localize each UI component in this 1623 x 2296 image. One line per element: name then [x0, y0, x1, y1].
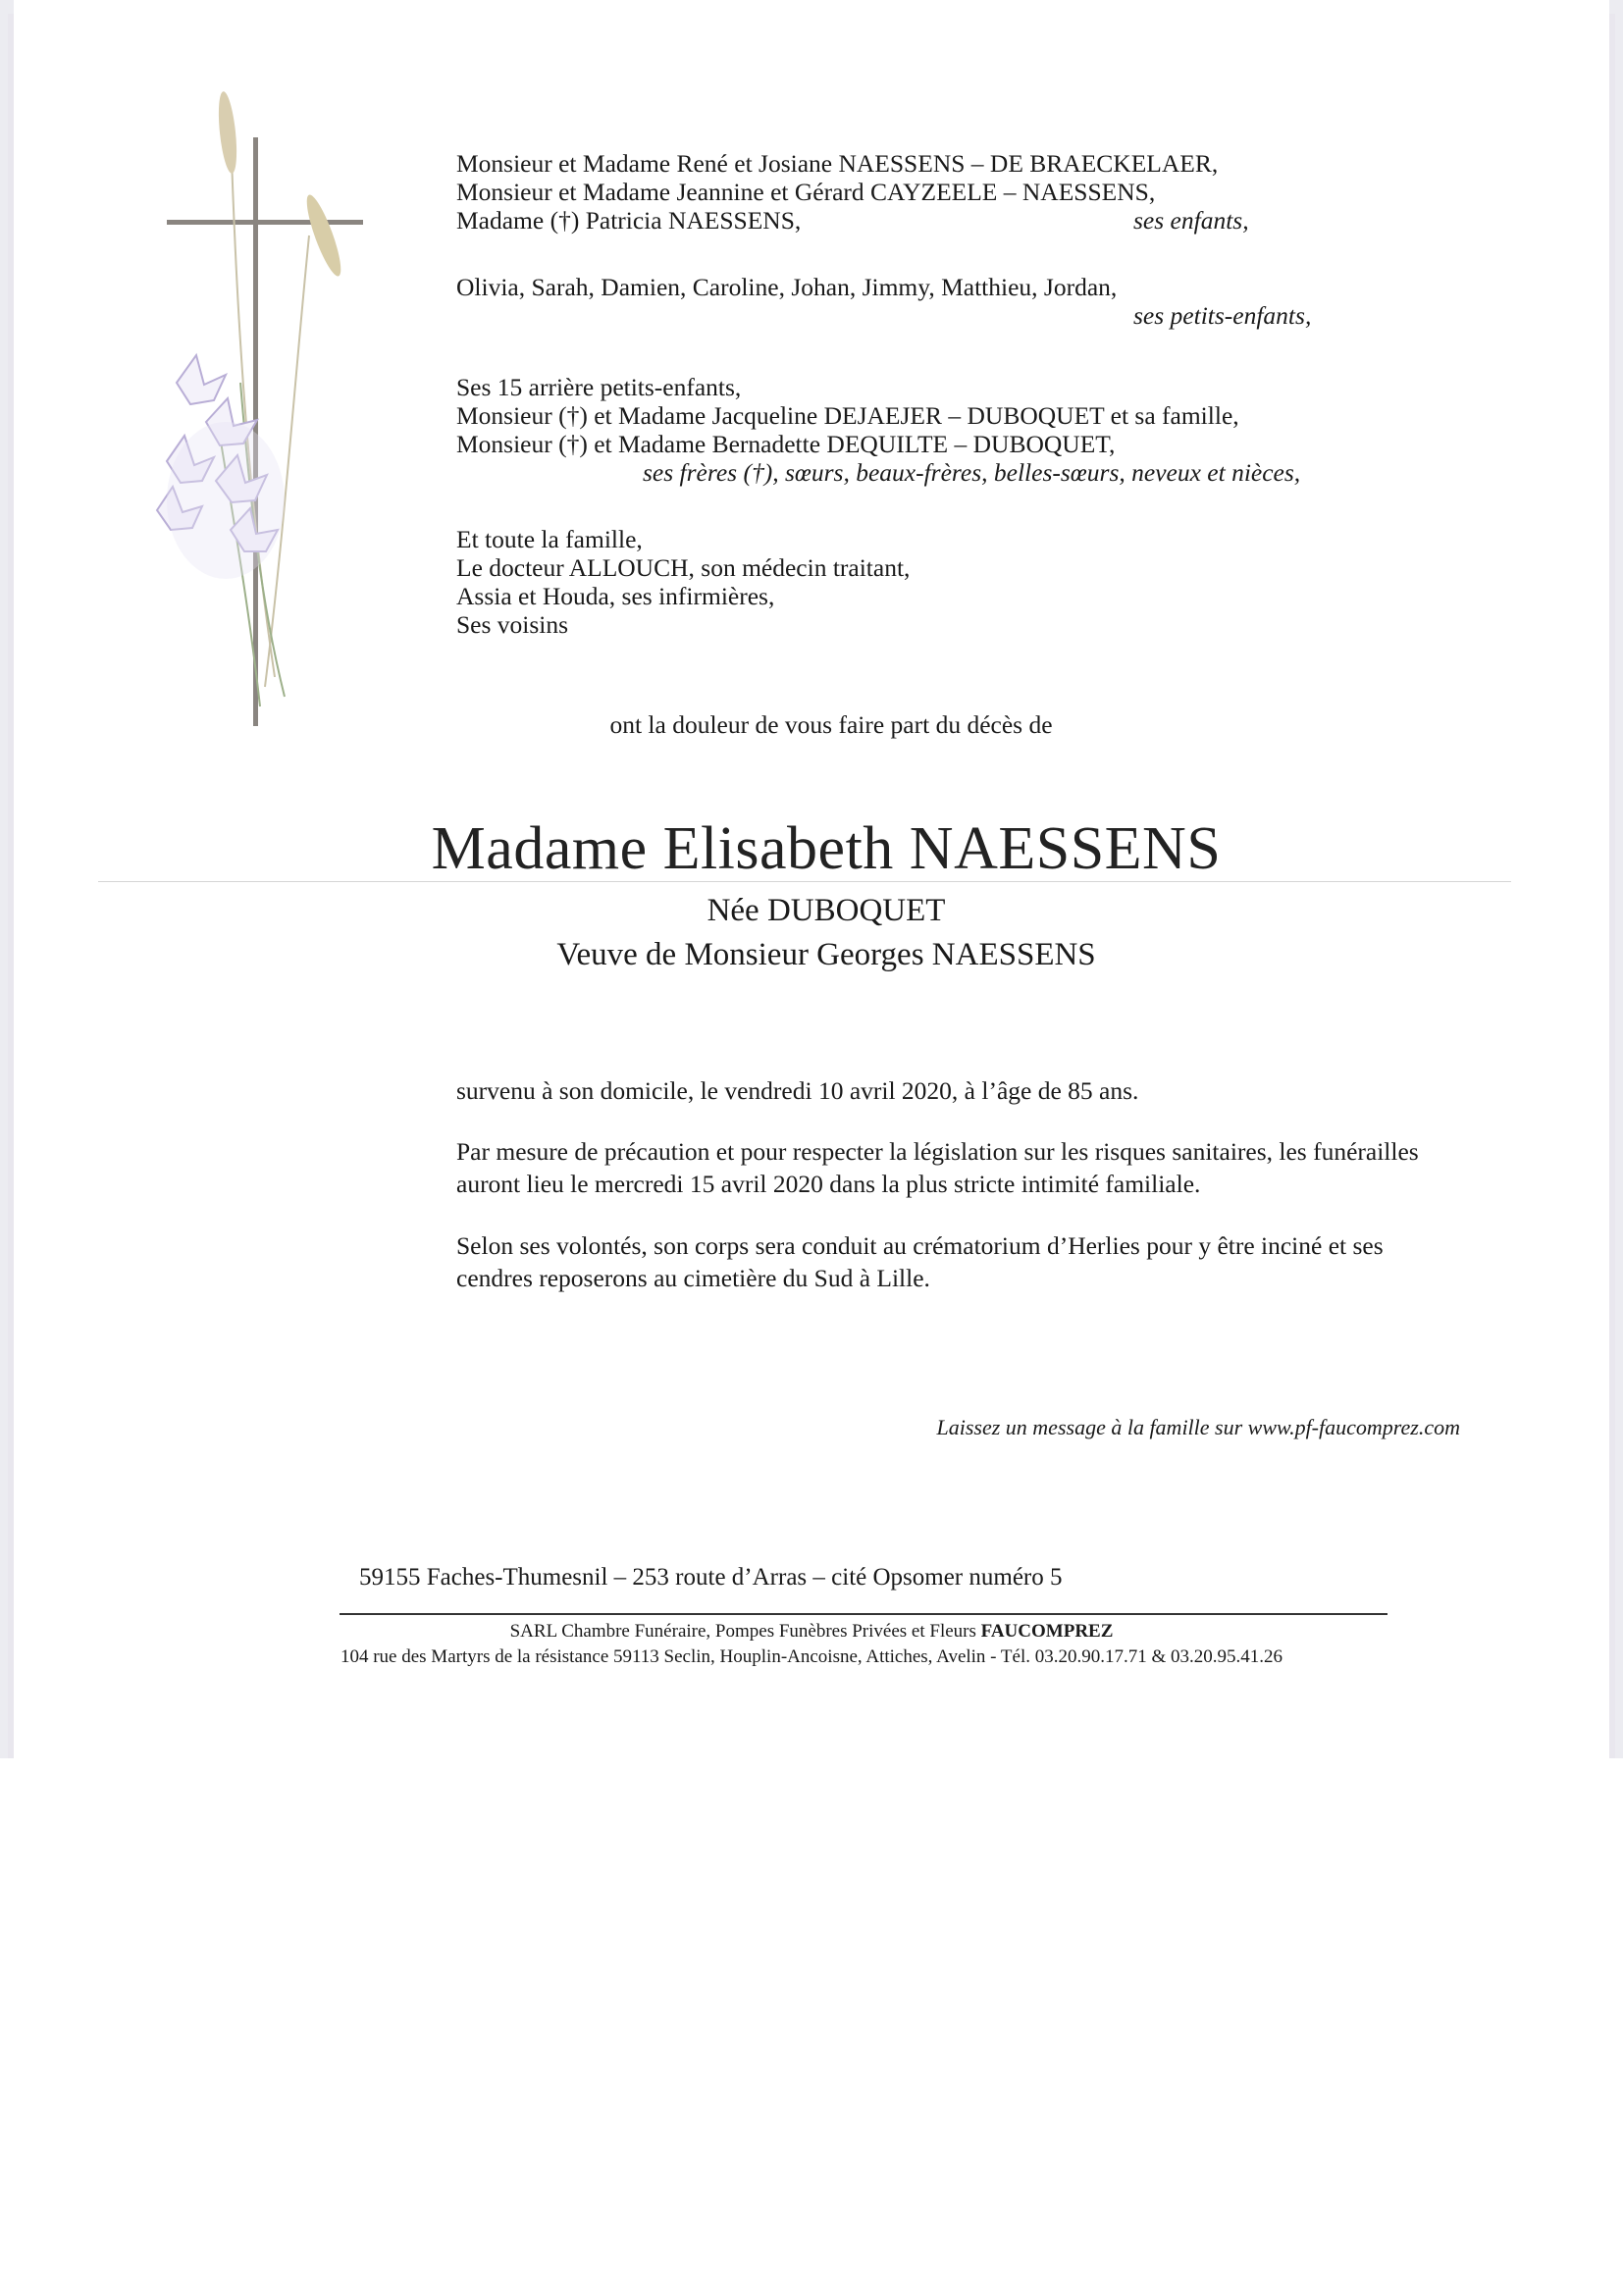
child-line: Monsieur et Madame Jeannine et Gérard CAYZEELE – NAESSENS, — [456, 178, 1156, 206]
others-section — [456, 525, 1388, 639]
grandchildren-line: Olivia, Sarah, Damien, Caroline, Johan, Jimmy, Matthieu, Jordan, — [456, 273, 1118, 301]
siblings-relation: ses frères (†), sœurs, beaux-frères, belles-sœurs, neveux et nièces, — [643, 458, 1301, 487]
other-line: Assia et Houda, ses infirmières, — [456, 582, 775, 610]
funeral-details — [456, 1135, 1457, 1200]
death-detail-paragraph: survenu à son domicile, le vendredi 10 avril 2020, à l’âge de 85 ans. — [456, 1076, 1139, 1105]
cremation-detail-paragraph: Selon ses volontés, son corps sera conduit au crématorium d’Herlies pour y être inciné et ses cendres reposerons au cimetière du Sud à Lille. — [456, 1231, 1384, 1292]
cross-with-wheat-and-lilies-icon — [137, 88, 393, 736]
other-line: Ses voisins — [456, 610, 569, 639]
footer-rule — [340, 1613, 1387, 1615]
guestbook-link[interactable]: Laissez un message à la famille sur www.pf-faucomprez.com — [936, 1415, 1460, 1439]
siblings-section — [456, 373, 1388, 487]
child-name: Madame (†) Patricia NAESSENS, — [456, 206, 802, 235]
other-line: Le docteur ALLOUCH, son médecin traitant, — [456, 553, 911, 582]
address: 59155 Faches-Thumesnil – 253 route d’Arras – cité Opsomer numéro 5 — [359, 1564, 1063, 1591]
company-line — [0, 1621, 1623, 1643]
child-line — [456, 206, 1388, 235]
other-line: Et toute la famille, — [456, 525, 643, 553]
announcement: ont la douleur de vous faire part du décès de — [609, 710, 1053, 739]
maiden-name: Née DUBOQUET — [707, 893, 946, 928]
death-details — [456, 1074, 1457, 1107]
child-line: Monsieur et Madame René et Josiane NAESSENS – DE BRAECKELAER, — [456, 149, 1219, 178]
sibling-line: Monsieur (†) et Madame Jacqueline DEJAEJER – DUBOQUET et sa famille, — [456, 401, 1239, 430]
company-prefix: SARL Chambre Funéraire, Pompes Funèbres Privées et Fleurs — [509, 1621, 976, 1642]
funeral-detail-paragraph: Par mesure de précaution et pour respecter la législation sur les risques sanitaires, les funérailles auront lieu le mercredi 15 avril 2020 dans la plus stricte intimité familiale. — [456, 1137, 1419, 1198]
sibling-line: Ses 15 arrière petits-enfants, — [456, 373, 742, 401]
grandchildren-section — [456, 273, 1388, 330]
children-section — [456, 149, 1388, 235]
children-relation: ses enfants, — [1133, 206, 1249, 235]
contact-line: 104 rue des Martyrs de la résistance 59113 Seclin, Houplin-Ancoisne, Attiches, Avelin - Tél. 03.20.90.17.71 & 03.20.95.41.26 — [340, 1646, 1283, 1667]
company-name: FAUCOMPREZ — [980, 1621, 1114, 1642]
sibling-line: Monsieur (†) et Madame Bernadette DEQUILTE – DUBOQUET, — [456, 430, 1116, 458]
deceased-name: Madame Elisabeth NAESSENS — [431, 815, 1222, 882]
cremation-details — [456, 1229, 1457, 1294]
widow-line: Veuve de Monsieur Georges NAESSENS — [556, 937, 1096, 972]
grandchildren-relation: ses petits-enfants, — [1133, 301, 1312, 330]
